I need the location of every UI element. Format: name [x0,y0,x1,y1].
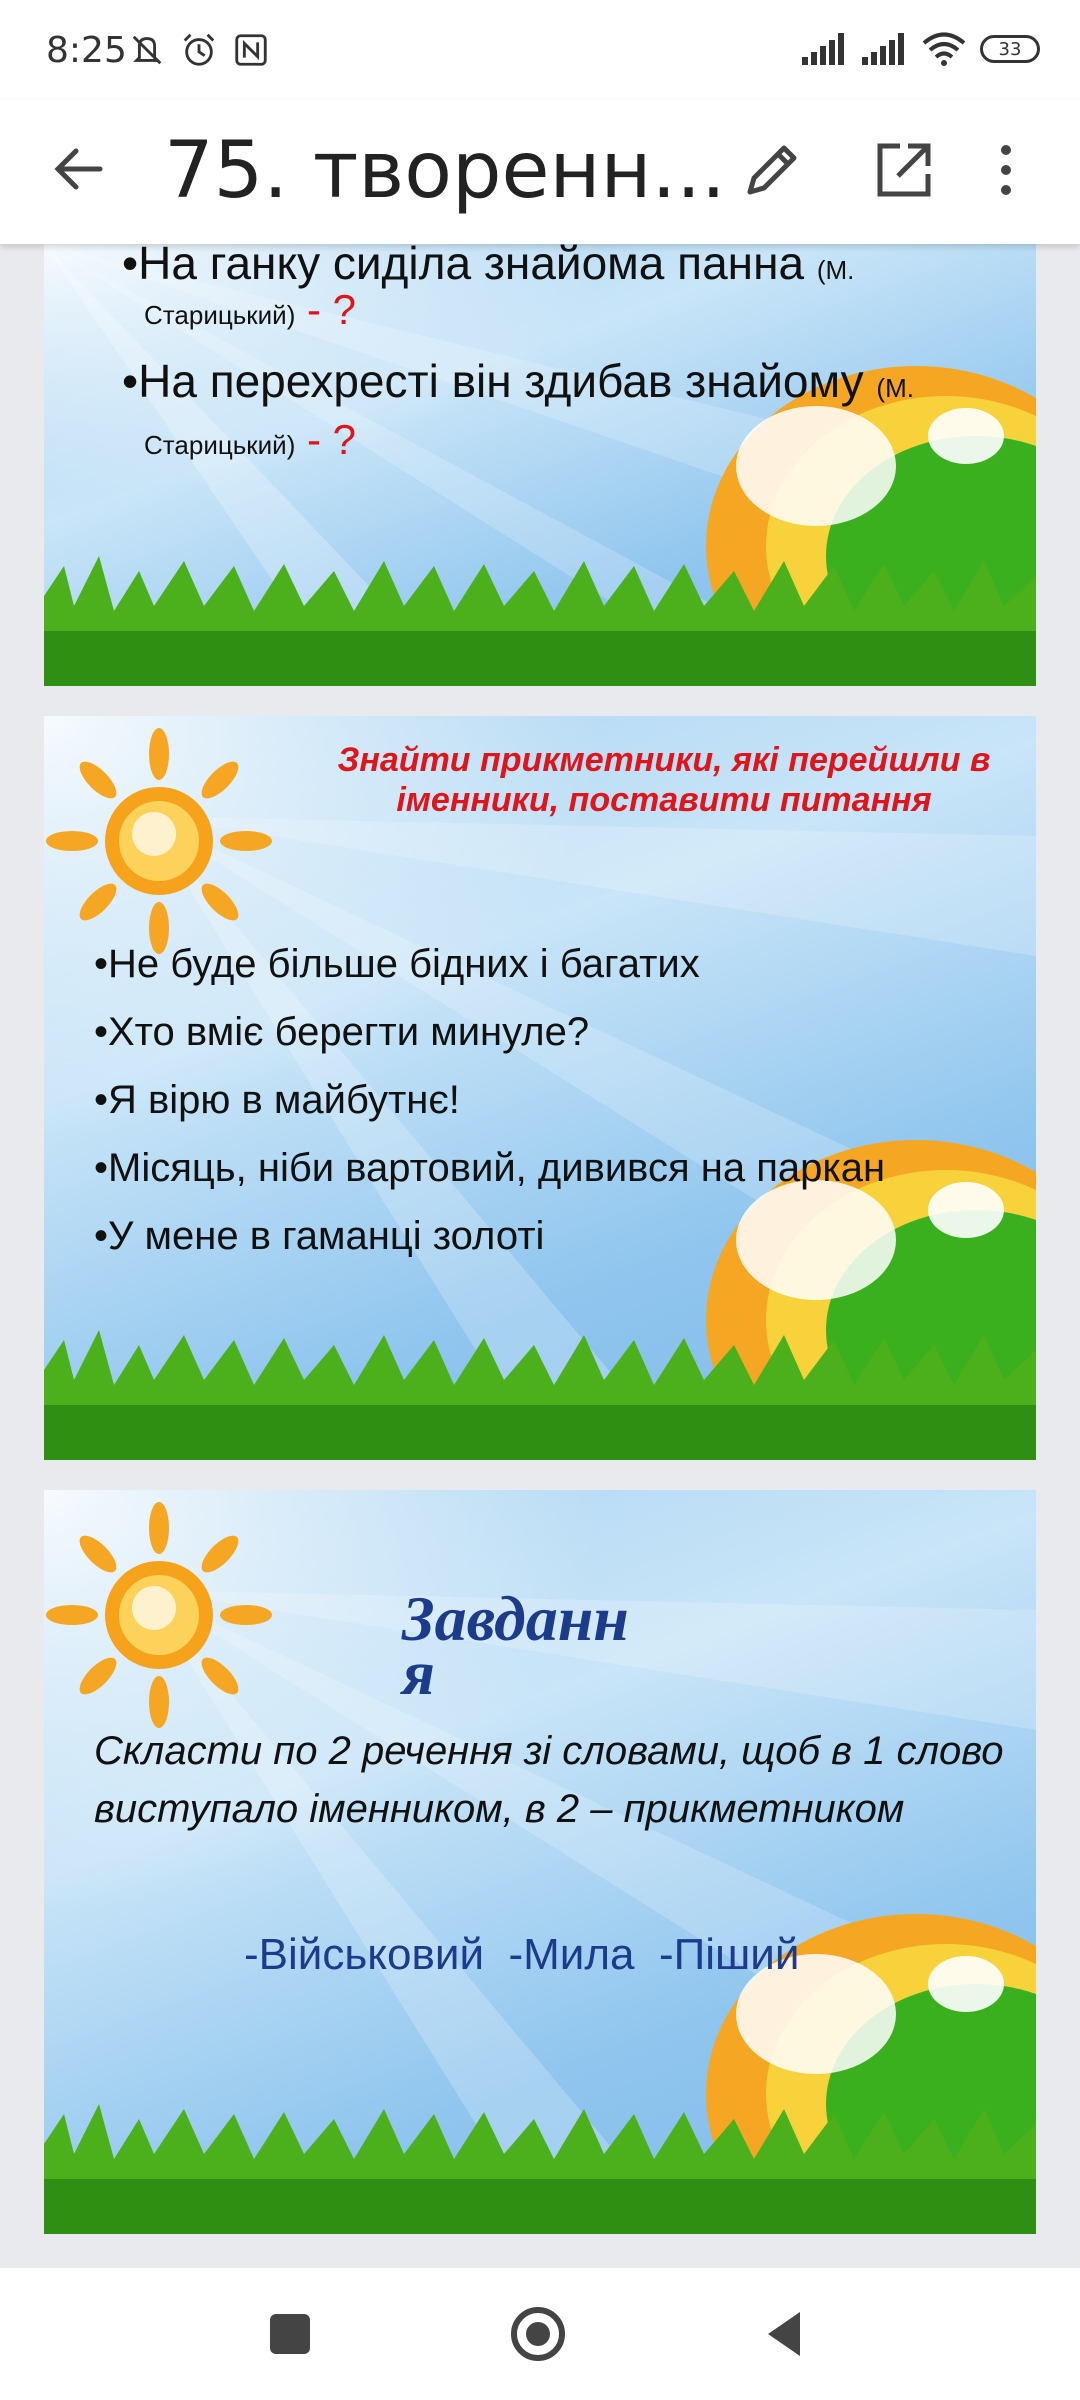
slide-3-heading-line-2: я [402,1637,435,1708]
back-arrow-icon[interactable] [46,136,112,202]
slide-2-item-5: •У мене в гаманці золоті [94,1214,545,1258]
nfc-icon [232,30,270,70]
slide-3-heading-line-1: Завданн [402,1583,629,1654]
slide-2-item-3: •Я вірю в майбутнє! [94,1078,460,1122]
slide-1-item-2-source: Старицький) [144,430,296,460]
slide-2-item-2: •Хто вміє берегти минуле? [94,1010,590,1054]
slide-3-words: -Військовий -Мила -Піший [244,1930,800,1979]
pencil-icon[interactable] [740,138,804,202]
status-time: 8:25 [46,30,127,71]
slide-1-item-1-text: •На ганку сиділа знайома панна [122,244,805,289]
slide-2 [44,716,1036,1460]
grass [44,2084,1036,2234]
slide-2-item-4: •Місяць, ніби вартовий, дивився на паркан [94,1146,886,1190]
mute-icon [128,30,166,70]
battery-level: 33 [998,38,1022,60]
status-bar [0,0,1080,100]
sun-icon [44,726,274,956]
slide-3 [44,1490,1036,2234]
slide-1-item-1-source: Старицький) [144,300,296,330]
slide-2-item-1: •Не буде більше бідних і багатих [94,942,700,986]
signal-icon [802,33,848,65]
grass [44,1310,1036,1460]
slide-1 [44,244,1036,686]
slide-1-item-1-paren: (М. [816,255,855,285]
sun-icon [44,1500,274,1730]
document-title: 75. творенн... [164,126,726,216]
signal-icon [862,33,908,65]
slide-3-heading [402,1570,702,1708]
grass [44,536,1036,686]
more-vert-icon[interactable] [986,138,1026,202]
home-circle-icon[interactable] [506,2302,570,2366]
slide-2-heading: Знайти прикметники, які перейшли в іменники, поставити питання [337,741,991,819]
slide-1-item-1-mark: - ? [295,286,357,333]
recents-square-icon[interactable] [258,2302,322,2366]
system-nav-bar [0,2268,1080,2400]
battery-icon [980,35,1040,63]
app-toolbar [0,100,1080,244]
slide-1-item-2-paren: (М. [876,373,914,403]
open-external-icon[interactable] [872,138,936,202]
slide-1-item-2-mark: - ? [295,416,357,463]
alarm-icon [180,30,218,70]
back-triangle-icon[interactable] [754,2302,818,2366]
slide-1-item-2-text: •На перехресті він здибав знайому [122,355,864,407]
slide-3-task: Скласти по 2 речення зі словами, щоб в 1 слово виступало іменником, в 2 – прикметником [94,1729,1004,1831]
wifi-icon [922,32,966,66]
